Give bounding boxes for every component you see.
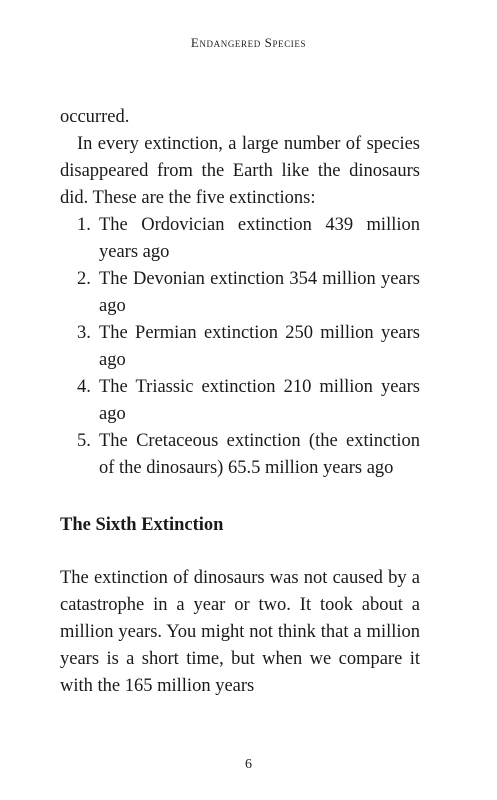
list-item (60, 428, 420, 482)
list-item-text: The Permian extinction 250 million years ago (99, 323, 420, 370)
list-item-text: The Devonian extinction 354 million years ago (99, 269, 420, 316)
section-paragraph: The extinction of dinosaurs was not caused by a catastrophe in a year or two. It took about a million years. You might not think that a million years is a short time, but when we compare it with the 165 million years (60, 568, 420, 696)
intro-paragraph: In every extinction, a large number of species disappeared from the Earth like the dinosaurs did. These are the five extinctions: (60, 134, 420, 208)
page-body (60, 104, 420, 700)
list-item-text: The Triassic extinction 210 million years ago (99, 377, 420, 424)
extinctions-list (60, 212, 420, 482)
list-item (60, 212, 420, 266)
list-item-text: The Cretaceous extinction (the extinction of the dinosaurs) 65.5 million years ago (99, 431, 420, 478)
continuation-text: occurred. (60, 107, 130, 127)
list-item-number: 5. (77, 431, 91, 451)
list-item (60, 266, 420, 320)
running-header: Endangered Species (190, 35, 307, 50)
list-item-number: 3. (77, 323, 91, 343)
page-number: 6 (245, 757, 252, 772)
list-item-text: The Ordovician extinction 439 million years ago (99, 215, 420, 262)
list-item-number: 1. (77, 215, 91, 235)
list-item (60, 374, 420, 428)
list-item-number: 4. (77, 377, 91, 397)
list-item (60, 320, 420, 374)
section-heading: The Sixth Extinction (60, 515, 224, 535)
list-item-number: 2. (77, 269, 91, 289)
